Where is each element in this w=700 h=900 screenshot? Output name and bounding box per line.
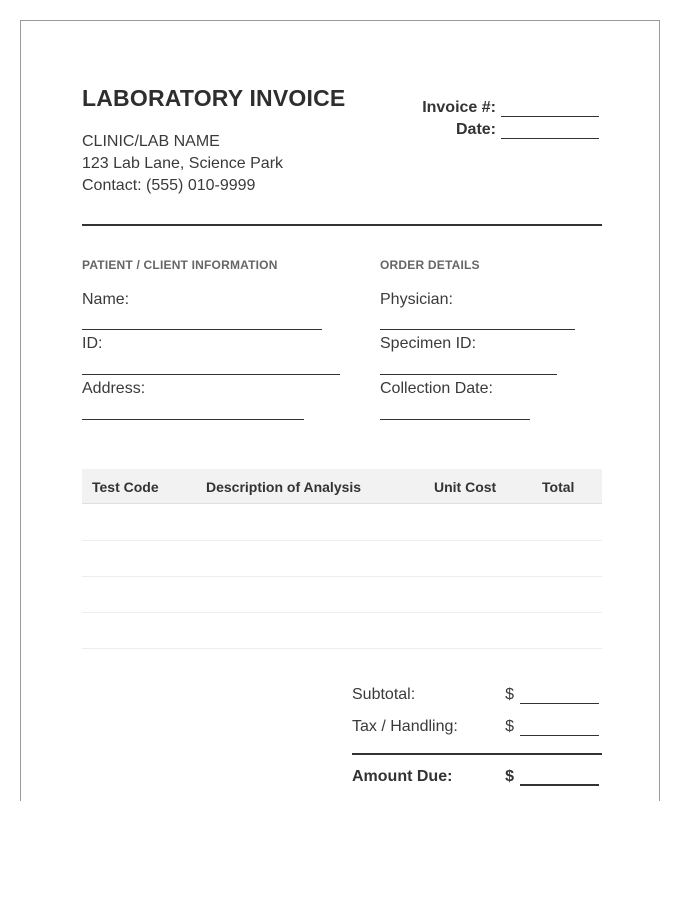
column-header-description: Description of Analysis (206, 479, 362, 495)
collection-date-label: Collection Date: (380, 380, 493, 397)
patient-address-label: Address: (82, 380, 146, 397)
invoice-number-blank[interactable] (501, 102, 599, 117)
patient-id-label: ID: (82, 335, 103, 352)
order-section-heading: ORDER DETAILS (380, 258, 480, 272)
totals-divider (352, 753, 602, 755)
column-header-unit-cost: Unit Cost (434, 479, 497, 495)
patient-name-label: Name: (82, 291, 130, 308)
column-header-test-code: Test Code (92, 479, 159, 495)
table-row[interactable] (82, 613, 602, 649)
specimen-id-label: Specimen ID: (380, 335, 477, 352)
table-row[interactable] (82, 577, 602, 613)
invoice-date-blank[interactable] (501, 124, 599, 139)
invoice-date-row (456, 121, 599, 139)
patient-name-blank[interactable] (82, 329, 322, 330)
header-divider (82, 224, 602, 226)
table-row[interactable] (82, 505, 602, 541)
specimen-id-blank[interactable] (380, 374, 557, 375)
clinic-name: CLINIC/LAB NAME (82, 133, 220, 150)
tax-label: Tax / Handling: (352, 718, 458, 735)
invoice-number-label: Invoice #: (422, 99, 496, 116)
clinic-address: 123 Lab Lane, Science Park (82, 155, 284, 172)
amount-due-value (505, 768, 599, 786)
patient-section-heading: PATIENT / CLIENT INFORMATION (82, 258, 278, 272)
physician-label: Physician: (380, 291, 453, 308)
subtotal-currency: $ (505, 686, 514, 703)
invoice-number-row (422, 99, 599, 117)
tax-blank[interactable] (520, 721, 599, 736)
subtotal-value (505, 686, 599, 704)
invoice-title: LABORATORY INVOICE (82, 85, 346, 111)
table-header (82, 469, 602, 504)
amount-due-currency: $ (505, 768, 514, 785)
patient-address-blank[interactable] (82, 419, 304, 420)
subtotal-blank[interactable] (520, 689, 599, 704)
tax-currency: $ (505, 718, 514, 735)
invoice-date-label: Date: (455, 121, 496, 138)
column-header-total: Total (542, 479, 575, 495)
patient-id-blank[interactable] (82, 374, 340, 375)
table-row[interactable] (82, 541, 602, 577)
collection-date-blank[interactable] (380, 419, 530, 420)
tax-value (505, 718, 599, 736)
invoice-page (20, 20, 660, 801)
subtotal-label: Subtotal: (352, 686, 416, 703)
physician-blank[interactable] (380, 329, 575, 330)
clinic-contact: Contact: (555) 010-9999 (82, 177, 256, 194)
amount-due-label: Amount Due: (352, 768, 453, 785)
amount-due-blank[interactable] (520, 770, 599, 786)
